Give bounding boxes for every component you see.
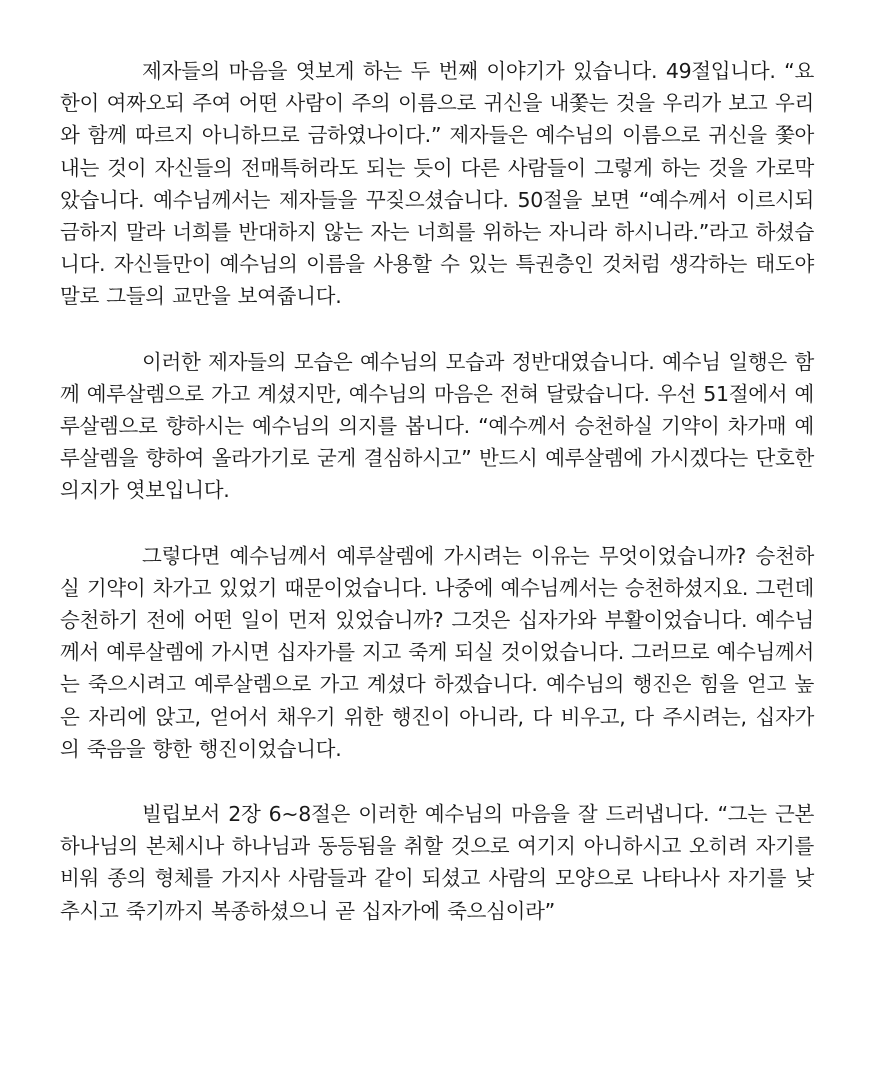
- document-page: [60, 55, 814, 927]
- paragraph-3: 그렇다면 예수님께서 예루살렘에 가시려는 이유는 무엇이었습니까? 승천하실 기약이 차가고 있었기 때문이었습니다. 나중에 예수님께서는 승천하셨지요. 그런데 승천하기 전에 어떤 일이 먼저 있었습니까? 그것은 십자가와 부활이었습니다. 예수님께서 예루살렘에 가시면 십자가를 지고 죽게 되실 것이었습니다. 그러므로 예수님께서는 죽으시려고 예루살렘으로 가고 계셨다 하겠습니다. 예수님의 행진은 힘을 얻고 높은 자리에 앉고, 얻어서 채우기 위한 행진이 아니라, 다 비우고, 다 주시려는, 십자가의 죽음을 향한 행진이었습니다.: [60, 543, 814, 761]
- paragraph-4: 빌립보서 2장 6~8절은 이러한 예수님의 마음을 잘 드러냅니다. “그는 근본 하나님의 본체시나 하나님과 동등됨을 취할 것으로 여기지 아니하시고 오히려 자기를 비워 종의 형체를 가지사 사람들과 같이 되셨고 사람의 모양으로 나타나사 자기를 낮추시고 죽기까지 복종하셨으니 곧 십자가에 죽으심이라”: [60, 802, 814, 923]
- paragraph-2: 이러한 제자들의 모습은 예수님의 모습과 정반대였습니다. 예수님 일행은 함께 예루살렘으로 가고 계셨지만, 예수님의 마음은 전혀 달랐습니다. 우선 51절에서 예루살렘으로 향하시는 예수님의 의지를 봅니다. “예수께서 승천하실 기약이 차가매 예루살렘을 향하여 올라가기로 굳게 결심하시고” 반드시 예루살렘에 가시겠다는 단호한 의지가 엿보입니다.: [60, 349, 814, 503]
- paragraph-1: 제자들의 마음을 엿보게 하는 두 번째 이야기가 있습니다. 49절입니다. “요한이 여짜오되 주여 어떤 사람이 주의 이름으로 귀신을 내쫓는 것을 우리가 보고 우리와 함께 따르지 아니하므로 금하였나이다.” 제자들은 예수님의 이름으로 귀신을 쫓아내는 것이 자신들의 전매특허라도 되는 듯이 다른 사람들이 그렇게 하는 것을 가로막았습니다. 예수님께서는 제자들을 꾸짖으셨습니다. 50절을 보면 “예수께서 이르시되 금하지 말라 너희를 반대하지 않는 자는 너희를 위하는 자니라 하시니라.”라고 하셨습니다. 자신들만이 예수님의 이름을 사용할 수 있는 특권층인 것처럼 생각하는 태도야말로 그들의 교만을 보여줍니다.: [60, 59, 814, 309]
